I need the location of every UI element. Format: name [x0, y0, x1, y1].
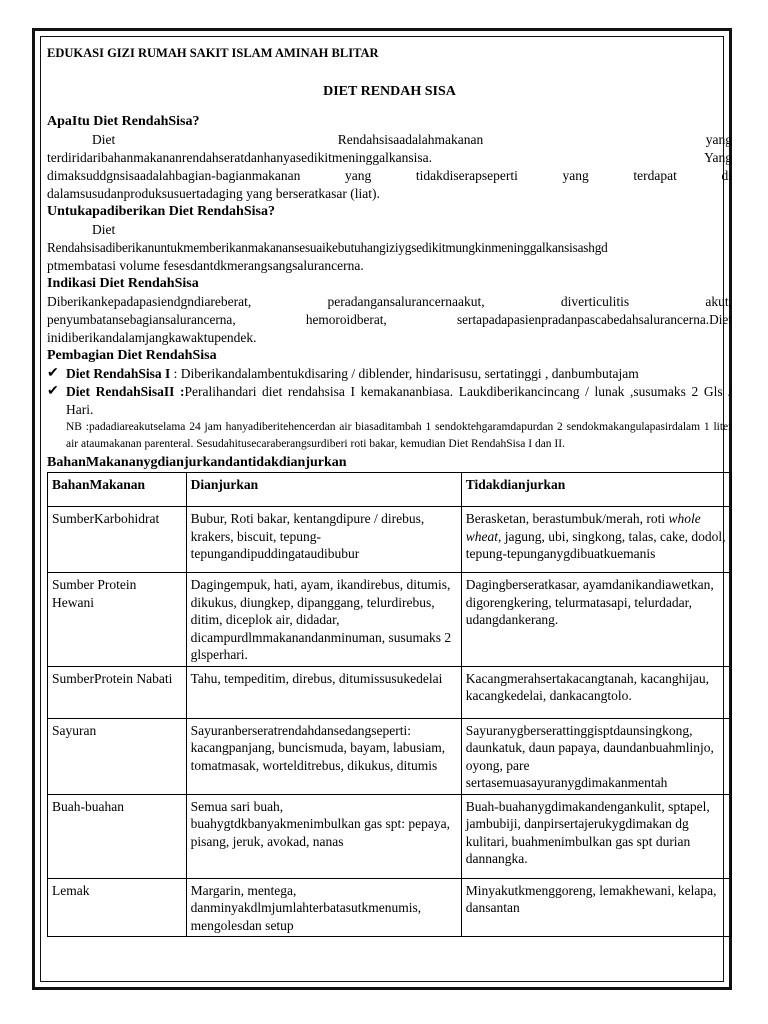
untuk-line-1: Diet	[92, 222, 116, 237]
cell-bahan: Sayuran	[48, 718, 187, 794]
list-item	[47, 383, 732, 419]
item-2-text: Peralihandari diet rendahsisa I kemakananbiasa. Laukdiberikancincang / lunak ,susumaks 2 Gls / Hari.	[66, 384, 732, 417]
cell-tidak: Minyakutkmenggoreng, lemakhewani, kelapa, dansantan	[461, 878, 731, 937]
indikasi-line-3: inidiberikandalamjangkawaktupendek.	[47, 330, 257, 345]
apa-line-2-text: terdiridaribahanmakananrendahseratdanhanyasedikitmeninggalkansisa.	[47, 150, 432, 165]
table-row	[48, 666, 732, 718]
apa-line-4: dalamsusudanproduksusuertadaging yang berseratkasar (liat).	[47, 186, 380, 201]
cell-tidak: Sayuranygberserattinggisptdaunsingkong, daunkatuk, daun papaya, daundanbuahmlinjo, oyong, pare sertasemuasayuranygdimakanmentah	[461, 718, 731, 794]
section-heading-bahan: BahanMakananygdianjurkandantidakdianjurkan	[47, 455, 347, 470]
checkmark-icon: ✔	[47, 384, 59, 399]
apa-word-diet: Diet	[92, 132, 116, 147]
checkmark-icon: ✔	[47, 366, 59, 381]
table-header-row	[48, 473, 732, 507]
indikasi-line-1: Diberikankepadapasiendgndiareberat, peradangansalurancernaakut, diverticulitis akut,	[47, 294, 732, 309]
apa-line-3: dimaksuddgnsisaadalahbagian-bagianmakanan yang tidakdiserapseperti yang terdapat di	[47, 168, 732, 183]
column-header-tidak: Tidakdianjurkan	[461, 473, 731, 507]
table-row	[48, 794, 732, 878]
cell-italic-text: whole wheat	[465, 511, 701, 544]
cell-dianjurkan: Bubur, Roti bakar, kentangdipure / direbus, krakers, biscuit, tepung-tepungandipuddingataudibubur	[186, 507, 461, 573]
cell-bahan: Buah-buahan	[48, 794, 187, 878]
apa-word-yang: yang	[705, 132, 732, 147]
cell-bahan: Sumber Protein Hewani	[48, 573, 187, 667]
table-row	[48, 507, 732, 573]
document-page	[47, 36, 732, 937]
table-row	[48, 878, 732, 937]
indikasi-line-2: penyumbatansebagiansalurancerna, hemoroidberat, sertapadapasienpradanpascabedahsalurancerna.Diet	[47, 312, 732, 327]
cell-dianjurkan: Tahu, tempeditim, direbus, ditumissusukedelai	[186, 666, 461, 718]
section-body-apa	[47, 131, 732, 203]
cell-dianjurkan: Sayuranberseratrendahdansedangseperti: kacangpanjang, buncismuda, bayam, labusiam, tomatmasak, wortelditrebus, dikukus, ditumis	[186, 718, 461, 794]
cell-tidak: Buah-buahanygdimakandengankulit, sptapel, jambubiji, danpirsertajerukygdimakan dg kulitari, buahmenimbulkan gas spt durian dannangka.	[461, 794, 731, 878]
section-heading-apa: ApaItu Diet RendahSisa?	[47, 114, 200, 129]
cell-text: , jagung, ubi, singkong, talas, cake, dodol, tepung-tepunganygdibuatkuemanis	[465, 528, 726, 561]
column-header-bahan: BahanMakanan	[48, 473, 187, 507]
item-2-title: Diet RendahSisaII :	[66, 384, 185, 399]
food-table	[47, 472, 732, 937]
apa-line-2	[47, 149, 732, 167]
item-1-text: : Diberikandalambentukdisaring / diblender, hindarisusu, sertatinggi , danbumbutajam	[170, 366, 639, 381]
cell-tidak	[461, 507, 731, 573]
table-row	[48, 718, 732, 794]
cell-dianjurkan: Semua sari buah, buahygtdkbanyakmenimbulkan gas spt: pepaya, pisang, jeruk, avokad, nanas	[186, 794, 461, 878]
list-item	[47, 365, 732, 383]
document-title: DIET RENDAH SISA	[323, 84, 456, 99]
hospital-header: EDUKASI GIZI RUMAH SAKIT ISLAM AMINAH BLITAR	[47, 46, 379, 60]
untuk-line-2: Rendahsisadiberikanuntukmemberikanmakanansesuaikebutuhangiziygsedikitmungkinmeninggalkansisashgd	[47, 240, 608, 255]
item-1-title: Diet RendahSisa I	[66, 366, 171, 381]
section-heading-indikasi: Indikasi Diet RendahSisa	[47, 276, 199, 291]
untuk-line-3: ptmembatasi volume fesesdantdkmerangsangsalurancerna.	[47, 258, 364, 273]
section-heading-untuk: Untukapadiberikan Diet RendahSisa?	[47, 204, 275, 219]
table-row	[48, 573, 732, 667]
cell-tidak: Kacangmerahsertakacangtanah, kacanghijau, kacangkedelai, dankacangtolo.	[461, 666, 731, 718]
apa-line-2-end: Yang	[704, 150, 732, 165]
cell-dianjurkan: Dagingempuk, hati, ayam, ikandirebus, ditumis, dikukus, diungkep, dipanggang, telurdirebus, ditim, diceplok air, didadar, dicampurdlmmakanandanminuman, susumaks 2 glsperhari.	[186, 573, 461, 667]
column-header-dianjurkan: Dianjurkan	[186, 473, 461, 507]
apa-word-definition: Rendahsisaadalahmakanan	[337, 132, 484, 147]
cell-text: Berasketan, berastumbuk/merah, roti	[465, 511, 669, 526]
section-heading-pembagian: Pembagian Diet RendahSisa	[47, 348, 217, 363]
cell-dianjurkan: Margarin, mentega, danminyakdlmjumlahterbatasutkmenumis, mengolesdan setup	[186, 878, 461, 937]
pembagian-list	[47, 365, 732, 419]
cell-bahan: SumberProtein Nabati	[48, 666, 187, 718]
cell-tidak: Dagingberseratkasar, ayamdanikandiawetkan, digorengkering, telurmatasapi, telurdadar, udangdankerang.	[461, 573, 731, 667]
cell-bahan: Lemak	[48, 878, 187, 937]
nb-note: NB :padadiareakutselama 24 jam hanyadiberitehencerdan air biasaditambah 1 sendoktehgaramdapurdan 2 sendokmakangulapasirdalam 1 liter air ataumakanan parenteral. Sesudahitusecaraberangsurdiberi roti bakar, kemudian Diet RendahSisa I dan II.	[66, 421, 732, 450]
cell-bahan: SumberKarbohidrat	[48, 507, 187, 573]
apa-line-1	[47, 131, 732, 149]
